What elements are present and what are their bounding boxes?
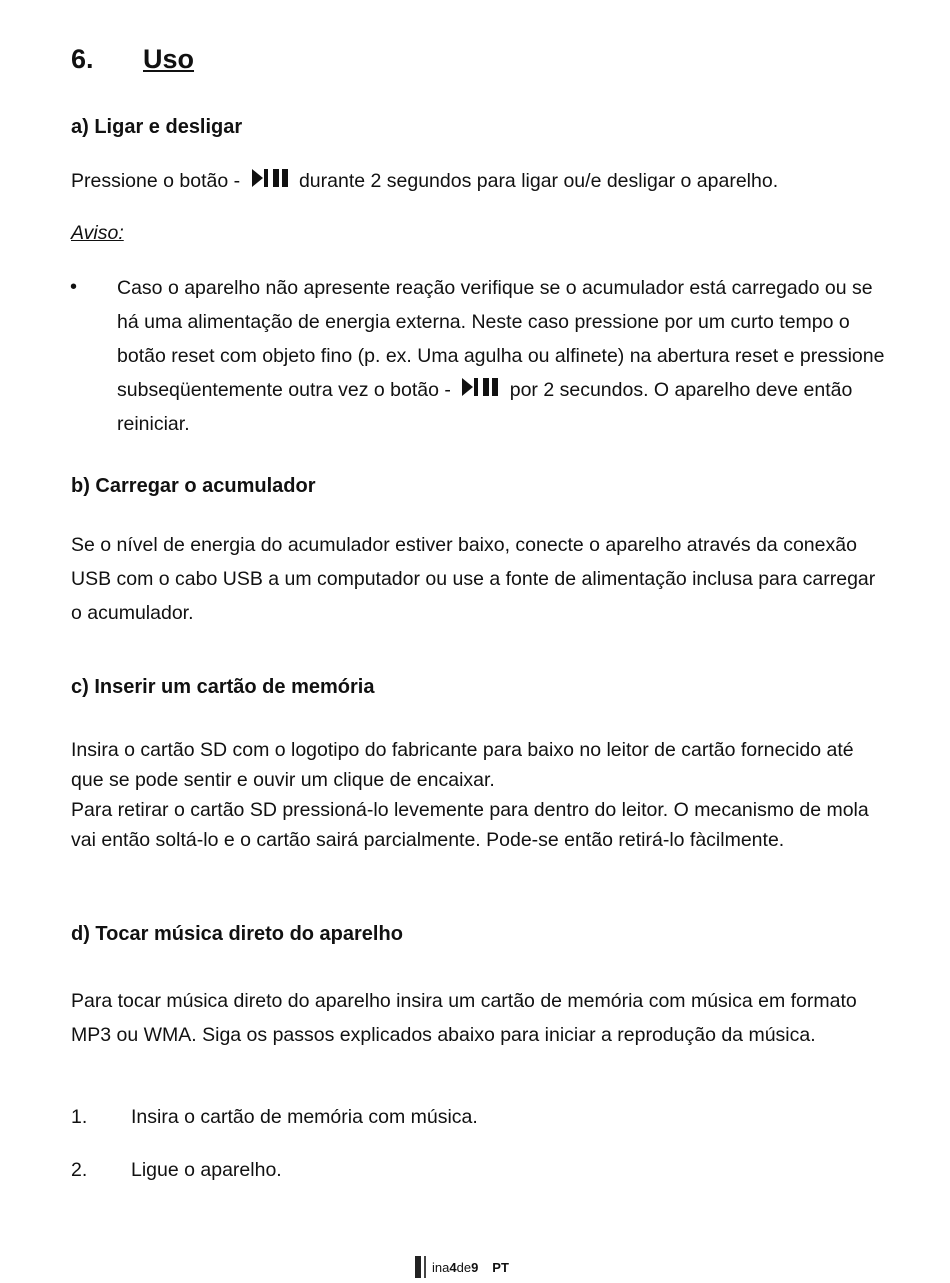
step-number: 1.	[71, 1106, 88, 1128]
bullet-marker: •	[70, 276, 78, 298]
paragraph-inserir-2: Para retirar o cartão SD pressioná-lo levemente para dentro do leitor. O mecanismo de mola vai então soltá-lo e o cartão sairá parcialmente. Pode-se então retirá-lo fàcilmente.	[71, 799, 869, 851]
paragraph-ligar	[71, 164, 891, 198]
heading-carregar: b) Carregar o acumulador	[71, 475, 316, 497]
paragraph-inserir-cartao	[71, 735, 891, 855]
section-number: 6.	[71, 44, 94, 74]
bullet-text-part2: por 2 secundos. O aparelho deve então reiniciar.	[117, 379, 853, 435]
step-text: Ligue o aparelho.	[131, 1159, 282, 1181]
footer-language: PT	[492, 1259, 509, 1275]
footer-page-total: 9	[471, 1259, 479, 1275]
paragraph-inserir-1: Insira o cartão SD com o logotipo do fabricante para baixo no leitor de cartão fornecido até que se pode sentir e ouvir um clique de encaixar.	[71, 739, 854, 791]
paragraph-ligar-part1: Pressione o botão -	[71, 170, 246, 192]
page-footer	[415, 1256, 509, 1278]
heading-tocar-musica: d) Tocar música direto do aparelho	[71, 923, 403, 945]
heading-ligar-desligar: a) Ligar e desligar	[71, 116, 243, 138]
step-number: 2.	[71, 1159, 88, 1181]
section-heading	[71, 44, 194, 75]
section-title: Uso	[143, 44, 195, 74]
paragraph-carregar: Se o nível de energia do acumulador estiver baixo, conecte o aparelho através da conexão USB com o cabo USB a um computador ou use a fonte de alimentação inclusa para carregar o acumulador.	[71, 534, 876, 624]
footer-page-de: de	[456, 1259, 472, 1275]
play-pause-icon	[460, 376, 500, 398]
step-text: Insira o cartão de memória com música.	[131, 1106, 478, 1128]
footer-bars	[415, 1256, 426, 1278]
footer-page-number: 4	[449, 1259, 457, 1275]
paragraph-ligar-part2: durante 2 segundos para ligar ou/e desligar o aparelho.	[293, 170, 779, 192]
footer-page-prefix: ina	[432, 1259, 450, 1275]
heading-inserir-cartao: c) Inserir um cartão de memória	[71, 676, 375, 698]
aviso-label: Aviso:	[71, 222, 124, 244]
paragraph-tocar-musica: Para tocar música direto do aparelho insira um cartão de memória com música em formato MP3 ou WMA. Siga os passos explicados abaixo para iniciar a reprodução da música.	[71, 990, 857, 1046]
bullet-text	[117, 271, 887, 441]
bullet-text-part1: Caso o aparelho não apresente reação verifique se o acumulador está carregado ou se há uma alimentação de energia externa. Neste caso pressione por um curto tempo o botão reset com objeto fino (p. ex. Uma agulha ou alfinete) na abertura reset e pressione subseqüentemente outra vez o botão -	[117, 277, 885, 401]
play-pause-icon	[250, 167, 290, 189]
